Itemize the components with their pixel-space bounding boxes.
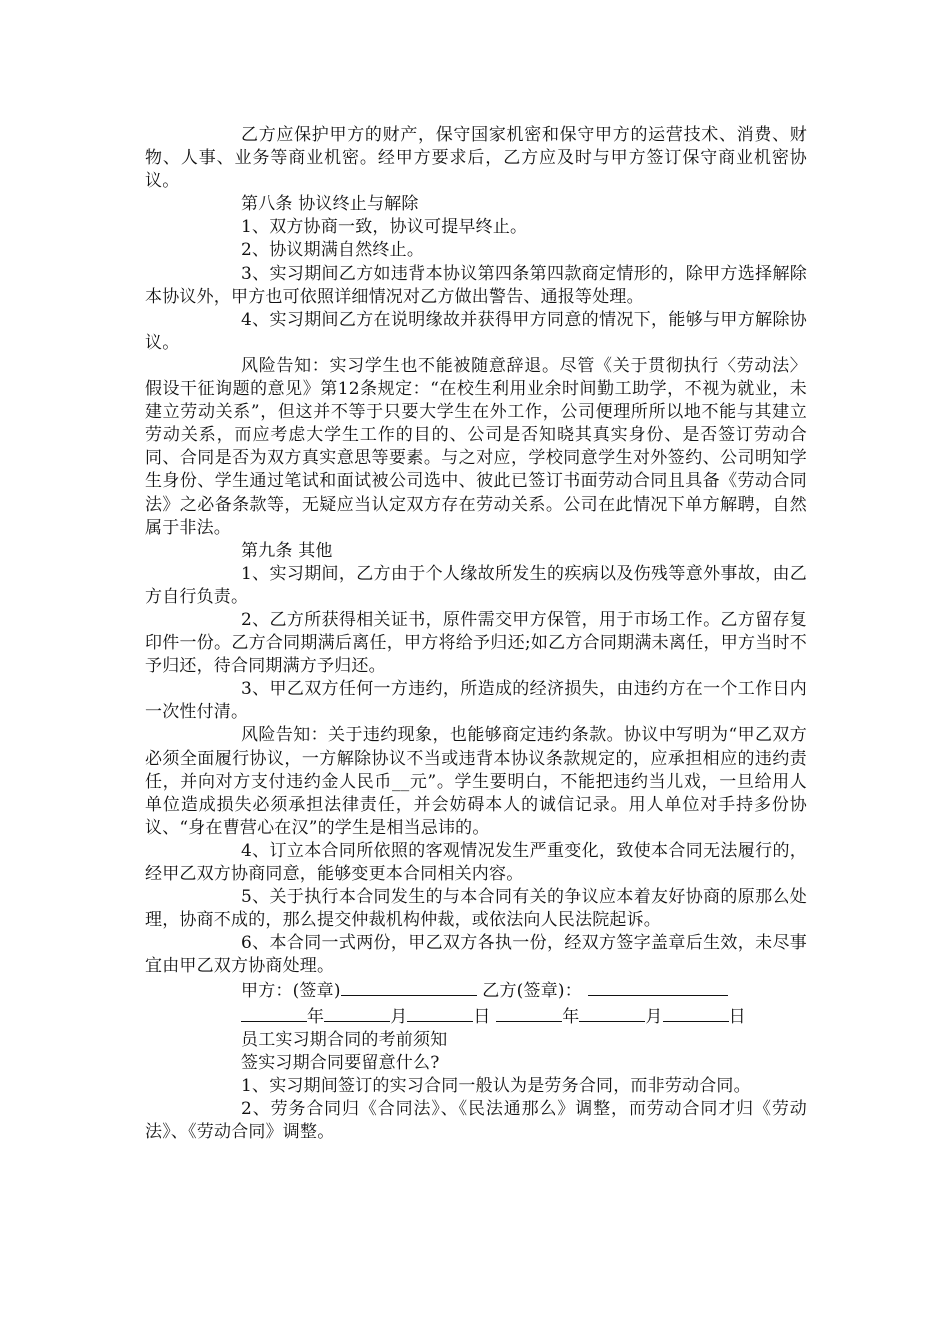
risk-notice-paragraph: 风险告知：关于违约现象，也能够商定违约条款。协议中写明为“甲乙双方必须全面履行协议，一方解除协议不当或违背本协议条款规定的，应承担相应的违约责任，并向对方支付违约金人民币__元”。学生要明白，不能把违约当儿戏，一旦给用人单位造成损失必须承担法律责任，并会妨碍本人的诚信记录。用人单位对手持多份协议、“身在曹营心在汉”的学生是相当忌讳的。 xyxy=(145,725,807,838)
day-label: 日 xyxy=(728,1006,746,1027)
party-b-label: 乙方(签章)： xyxy=(482,981,582,1002)
year-label: 年 xyxy=(307,1006,325,1027)
paragraph: 6、本合同一式两份，甲乙双方各执一份，经双方签字盖章后生效，未尽事宜由甲乙双方协商处理。 xyxy=(145,933,807,977)
section-heading: 第九条 其他 xyxy=(241,540,333,561)
paragraph: 4、订立本合同所依照的客观情况发生严重变化，致使本合同无法履行的，经甲乙双方协商同意，能够变更本合同相关内容。 xyxy=(145,840,807,884)
paragraph: 1、双方协商一致，协议可提早终止。 xyxy=(241,217,528,238)
party-a-signature-blank xyxy=(341,978,477,996)
paragraph: 5、关于执行本合同发生的与本合同有关的争议应本着友好协商的原那么处理，协商不成的，那么提交仲裁机构仲裁，或依法向人民法院起诉。 xyxy=(145,887,807,931)
section-heading: 第八条 协议终止与解除 xyxy=(241,194,419,215)
date-line xyxy=(145,1004,807,1029)
paragraph: 2、协议期满自然终止。 xyxy=(241,240,425,261)
month-label: 月 xyxy=(390,1006,408,1027)
paragraph: 乙方应保护甲方的财产，保守国家机密和保守甲方的运营技术、消费、财物、人事、业务等商业机密。经甲方要求后，乙方应及时与甲方签订保守商业机密协议。 xyxy=(145,125,807,192)
month-label: 月 xyxy=(645,1006,663,1027)
party-a-label: 甲方：(签章) xyxy=(241,981,341,1002)
paragraph: 3、甲乙双方任何一方违约，所造成的经济损失，由违约方在一个工作日内一次性付清。 xyxy=(145,679,807,723)
paragraph: 2、劳务合同归《合同法》、《民法通那么》调整，而劳动合同才归《劳动法》、《劳动合同》调整。 xyxy=(145,1098,807,1143)
paragraph: 2、乙方所获得相关证书，原件需交甲方保管，用于市场工作。乙方留存复印件一份。乙方合同期满后离任，甲方将给予归还;如乙方合同期满未离任，甲方当时不予归还，待合同期满方予归还。 xyxy=(145,609,807,677)
section-heading: 员工实习期合同的考前须知 xyxy=(241,1029,448,1050)
paragraph: 4、实习期间乙方在说明缘故并获得甲方同意的情况下，能够与甲方解除协议。 xyxy=(145,309,807,353)
date-blank xyxy=(496,1004,562,1022)
date-blank xyxy=(241,1004,307,1022)
document-page xyxy=(145,124,807,1144)
date-blank xyxy=(407,1004,473,1022)
day-label: 日 xyxy=(473,1006,491,1027)
section-heading: 签实习期合同要留意什么? xyxy=(241,1052,440,1073)
date-blank xyxy=(579,1004,645,1022)
date-blank xyxy=(663,1004,729,1022)
paragraph: 1、实习期间，乙方由于个人缘故所发生的疾病以及伤残等意外事故，由乙方自行负责。 xyxy=(145,563,807,607)
paragraph: 3、实习期间乙方如违背本协议第四条第四款商定情形的，除甲方选择解除本协议外，甲方也可依照详细情况对乙方做出警告、通报等处理。 xyxy=(145,263,807,307)
party-b-signature-blank xyxy=(588,978,728,996)
paragraph: 1、实习期间签订的实习合同一般认为是劳务合同，而非劳动合同。 xyxy=(241,1075,751,1096)
risk-notice-paragraph: 风险告知：实习学生也不能被随意辞退。尽管《关于贯彻执行〈劳动法〉假设干征询题的意见》第12条规定：“在校生利用业余时间勤工助学，不视为就业，未建立劳动关系”，但这并不等于只要大学生在外工作，公司便理所所以地不能与其建立劳动关系，而应考虑大学生工作的目的、公司是否知晓其真实身份、是否签订劳动合同、合同是否为双方真实意思等要素。与之对应，学校同意学生对外签约、公司明知学生身份、学生通过笔试和面试被公司选中、彼此已签订书面劳动合同且具备《劳动合同法》之必备条款等，无疑应当认定双方存在劳动关系。公司在此情况下单方解聘，自然属于非法。 xyxy=(145,355,807,538)
year-label: 年 xyxy=(562,1006,580,1027)
date-blank xyxy=(324,1004,390,1022)
signature-line xyxy=(145,978,807,1003)
